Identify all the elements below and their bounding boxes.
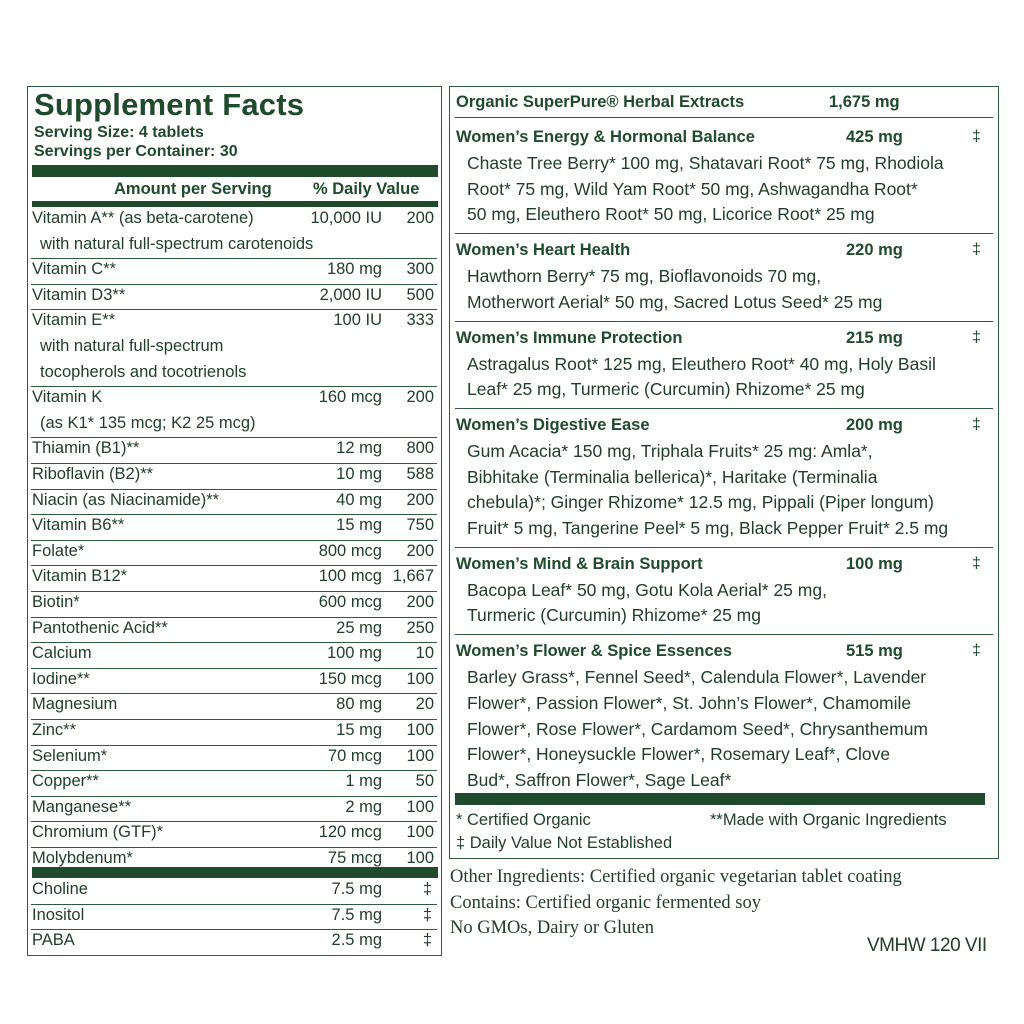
- nutrient-daily-value: 200: [406, 209, 434, 227]
- nutrient-amount: 1 mg: [345, 772, 382, 791]
- nutrient-name: Vitamin D3**: [32, 285, 126, 304]
- herbal-extracts-total: 1,675 mg: [829, 93, 900, 111]
- herbal-section-ingredients: Bibhitake (Terminalia bellerica)*, Haritake (Terminalia: [467, 466, 878, 487]
- nutrient-name: Magnesium: [32, 695, 118, 714]
- nutrient-detail: tocopherols and tocotrienols: [40, 362, 247, 381]
- serving-size: Serving Size: 4 tablets: [34, 124, 204, 141]
- nutrient-name: Vitamin K: [32, 388, 103, 407]
- thick-divider-top: [32, 165, 438, 177]
- nutrient-amount: 80 mg: [336, 695, 382, 714]
- section-divider: [455, 233, 993, 234]
- herbal-section-amount: 100 mg: [846, 554, 903, 573]
- row-divider: [31, 719, 437, 720]
- nutrient-daily-value: 1,667: [392, 567, 434, 586]
- nutrient-daily-value: 300: [406, 260, 434, 279]
- free-of-statement: No GMOs, Dairy or Gluten: [450, 918, 654, 938]
- footnote-made-with-organic: **Made with Organic Ingredients: [710, 811, 947, 829]
- row-divider: [31, 565, 437, 566]
- section-divider: [455, 634, 993, 635]
- herbal-section-title: Women’s Energy & Hormonal Balance: [456, 128, 755, 146]
- nutrient-name: Pantothenic Acid**: [32, 618, 168, 637]
- herbal-section-ingredients: Hawthorn Berry* 75 mg, Bioflavonoids 70 mg,: [467, 266, 822, 287]
- nutrient-amount: 7.5 mg: [331, 905, 382, 924]
- herbal-section-amount: 215 mg: [846, 328, 903, 347]
- nutrient-daily-value: 750: [406, 516, 434, 535]
- nutrient-daily-value: ‡: [422, 905, 432, 924]
- row-divider: [31, 642, 437, 643]
- row-divider: [31, 514, 437, 515]
- herbal-section-amount: 515 mg: [846, 642, 903, 661]
- nutrient-amount: 2,000 IU: [319, 285, 382, 304]
- nutrient-name: Folate*: [32, 541, 85, 560]
- row-divider: [31, 745, 437, 746]
- nutrient-daily-value: 100: [406, 797, 434, 816]
- row-divider: [31, 770, 437, 771]
- nutrient-daily-value: 200: [406, 490, 434, 509]
- herbal-section-ingredients: Leaf* 25 mg, Turmeric (Curcumin) Rhizome* 25 mg: [467, 379, 865, 400]
- nutrient-daily-value: 800: [406, 439, 434, 458]
- nutrient-daily-value: 100: [406, 669, 434, 688]
- herbal-section-ingredients: Gum Acacia* 150 mg, Triphala Fruits* 25 mg: Amla*,: [467, 440, 873, 461]
- nutrient-name: Selenium*: [32, 746, 108, 765]
- herbal-section-title: Women’s Flower & Spice Essences: [456, 642, 733, 661]
- herbal-section-ingredients: 50 mg, Eleuthero Root* 50 mg, Licorice Root* 25 mg: [467, 204, 875, 225]
- nutrient-daily-value: 10: [415, 644, 434, 663]
- row-divider: [31, 929, 437, 930]
- nutrient-detail: with natural full-spectrum carotenoids: [40, 234, 314, 253]
- footnote-daily-value: ‡ Daily Value Not Established: [456, 834, 673, 852]
- nutrient-name: Vitamin B6**: [32, 516, 125, 535]
- nutrient-name: Calcium: [32, 644, 92, 663]
- nutrient-daily-value: 588: [406, 465, 434, 483]
- row-divider: [31, 309, 437, 310]
- nutrient-amount: 12 mg: [336, 439, 382, 458]
- section-divider: [455, 547, 993, 548]
- herbal-section-title: Women’s Digestive Ease: [456, 415, 650, 434]
- herbal-section-ingredients: Flower*, Rose Flower*, Cardamom Seed*, Chrysanthemum: [467, 718, 928, 739]
- herbal-section-ingredients: Flower*, Honeysuckle Flower*, Rosemary Leaf*, Clove: [467, 744, 891, 765]
- nutrient-name: Riboflavin (B2)**: [32, 465, 154, 483]
- row-divider: [31, 437, 437, 438]
- row-divider: [31, 693, 437, 694]
- nutrient-daily-value: 200: [406, 593, 434, 611]
- nutrient-amount: 15 mg: [336, 721, 382, 739]
- nutrient-name: Biotin*: [32, 593, 80, 611]
- nutrient-name: Molybdenum*: [32, 849, 133, 867]
- header-daily-value: % Daily Value: [313, 180, 420, 198]
- herbal-section-amount: 220 mg: [846, 241, 903, 260]
- nutrient-name: Manganese**: [32, 797, 132, 816]
- herbal-section-ingredients: Chaste Tree Berry* 100 mg, Shatavari Root* 75 mg, Rhodiola: [467, 153, 944, 173]
- nutrient-daily-value: 100: [406, 721, 434, 739]
- herbal-section-dv-mark: ‡: [972, 128, 981, 145]
- nutrient-daily-value: 200: [406, 541, 434, 560]
- herbal-section-ingredients: Turmeric (Curcumin) Rhizome* 25 mg: [467, 605, 761, 626]
- row-divider: [31, 284, 437, 285]
- nutrient-daily-value: 20: [415, 695, 434, 714]
- nutrient-amount: 100 mcg: [318, 567, 382, 586]
- row-divider: [31, 540, 437, 541]
- thick-divider-extras: [32, 867, 438, 878]
- servings-per-container: Servings per Container: 30: [34, 143, 238, 160]
- herbal-section-ingredients: Barley Grass*, Fennel Seed*, Calendula Flower*, Lavender: [467, 667, 927, 688]
- thick-divider-footnotes: [455, 793, 985, 805]
- nutrient-name: Iodine**: [32, 669, 90, 688]
- nutrient-detail: (as K1* 135 mcg; K2 25 mcg): [40, 413, 256, 432]
- herbal-section-amount: 200 mg: [846, 415, 903, 434]
- nutrient-name: Inositol: [32, 905, 85, 924]
- nutrient-amount: 7.5 mg: [331, 880, 382, 898]
- section-divider: [455, 321, 993, 322]
- nutrient-name: Vitamin C**: [32, 260, 117, 279]
- row-divider: [31, 847, 437, 848]
- herbal-section-ingredients: Bacopa Leaf* 50 mg, Gotu Kola Aerial* 25 mg,: [467, 579, 827, 600]
- nutrient-name: Vitamin E**: [32, 311, 116, 330]
- nutrient-amount: 40 mg: [336, 490, 382, 509]
- herbal-extracts-title: Organic SuperPure® Herbal Extracts: [456, 93, 745, 111]
- nutrient-daily-value: 200: [406, 388, 434, 407]
- row-divider: [31, 617, 437, 618]
- divider: [455, 117, 993, 118]
- nutrient-name: Copper**: [32, 772, 99, 791]
- nutrient-amount: 150 mcg: [318, 669, 382, 688]
- nutrient-daily-value: ‡: [422, 931, 432, 950]
- nutrient-amount: 100 mg: [326, 644, 382, 663]
- thick-divider-header: [32, 201, 438, 207]
- herbal-section-title: Women’s Immune Protection: [456, 328, 683, 347]
- row-divider: [31, 668, 437, 669]
- herbal-section-dv-mark: ‡: [972, 415, 981, 433]
- herbal-section-ingredients: Fruit* 5 mg, Tangerine Peel* 5 mg, Black Pepper Fruit* 2.5 mg: [467, 518, 949, 538]
- herbal-section-ingredients: chebula)*; Ginger Rhizome* 12.5 mg, Pippali (Piper longum): [467, 492, 934, 513]
- nutrient-amount: 2.5 mg: [331, 931, 382, 950]
- nutrient-daily-value: 100: [406, 823, 434, 842]
- lot-code: VMHW 120 VII: [867, 935, 987, 956]
- nutrient-name: Zinc**: [32, 721, 77, 739]
- row-divider: [31, 591, 437, 592]
- nutrient-name: Choline: [32, 880, 88, 898]
- herbal-section-title: Women’s Mind & Brain Support: [456, 554, 703, 573]
- supplement-facts-title: Supplement Facts: [34, 87, 305, 122]
- herbal-section-amount: 425 mg: [846, 128, 903, 146]
- row-divider: [31, 489, 437, 490]
- nutrient-amount: 2 mg: [345, 797, 382, 816]
- nutrient-name: Vitamin B12*: [32, 567, 128, 586]
- header-amount-per-serving: Amount per Serving: [114, 180, 272, 198]
- nutrient-amount: 100 IU: [333, 311, 382, 330]
- herbal-extracts-panel: [449, 86, 999, 859]
- row-divider: [31, 821, 437, 822]
- nutrient-daily-value: 333: [406, 311, 434, 330]
- nutrient-daily-value: ‡: [422, 880, 432, 898]
- section-divider: [455, 408, 993, 409]
- footnote-certified-organic: * Certified Organic: [456, 811, 591, 829]
- nutrient-amount: 70 mcg: [327, 746, 382, 765]
- nutrient-amount: 120 mcg: [318, 823, 382, 842]
- nutrient-amount: 25 mg: [336, 618, 382, 637]
- nutrient-name: Niacin (as Niacinamide)**: [32, 490, 220, 509]
- herbal-section-ingredients: Root* 75 mg, Wild Yam Root* 50 mg, Ashwagandha Root*: [467, 178, 918, 199]
- row-divider: [31, 796, 437, 797]
- contains-statement: Contains: Certified organic fermented soy: [450, 893, 761, 913]
- herbal-section-ingredients: Motherwort Aerial* 50 mg, Sacred Lotus Seed* 25 mg: [467, 291, 883, 312]
- nutrient-amount: 180 mg: [326, 260, 382, 279]
- nutrient-daily-value: 50: [415, 772, 434, 791]
- herbal-section-ingredients: Astragalus Root* 125 mg, Eleuthero Root* 40 mg, Holy Basil: [467, 353, 936, 374]
- nutrient-daily-value: 100: [406, 746, 434, 765]
- nutrient-amount: 600 mcg: [318, 593, 382, 611]
- herbal-section-title: Women’s Heart Health: [456, 241, 631, 260]
- nutrient-daily-value: 500: [406, 285, 434, 304]
- nutrient-daily-value: 100: [406, 849, 434, 867]
- nutrient-name: PABA: [32, 931, 75, 950]
- nutrient-name: Chromium (GTF)*: [32, 823, 164, 842]
- herbal-section-ingredients: Bud*, Saffron Flower*, Sage Leaf*: [467, 769, 732, 790]
- nutrient-daily-value: 250: [406, 618, 434, 637]
- row-divider: [31, 386, 437, 387]
- nutrient-amount: 75 mcg: [327, 849, 382, 867]
- nutrient-name: Vitamin A** (as beta-carotene): [32, 209, 254, 227]
- herbal-section-ingredients: Flower*, Passion Flower*, St. John’s Flower*, Chamomile: [467, 692, 912, 713]
- row-divider: [31, 258, 437, 259]
- nutrient-amount: 160 mcg: [318, 388, 382, 407]
- nutrient-amount: 15 mg: [336, 516, 382, 535]
- herbal-section-dv-mark: ‡: [972, 554, 981, 572]
- row-divider: [31, 463, 437, 464]
- nutrient-name: Thiamin (B1)**: [32, 439, 140, 458]
- herbal-section-dv-mark: ‡: [972, 241, 981, 259]
- herbal-section-dv-mark: ‡: [972, 642, 981, 660]
- nutrient-amount: 10 mg: [336, 465, 382, 483]
- herbal-section-dv-mark: ‡: [972, 328, 981, 346]
- row-divider: [31, 904, 437, 905]
- nutrient-amount: 800 mcg: [318, 541, 382, 560]
- nutrient-amount: 10,000 IU: [310, 209, 382, 227]
- supplement-facts-panel: [27, 86, 442, 956]
- other-ingredients: Other Ingredients: Certified organic vegetarian tablet coating: [450, 867, 902, 887]
- nutrient-detail: with natural full-spectrum: [40, 337, 224, 355]
